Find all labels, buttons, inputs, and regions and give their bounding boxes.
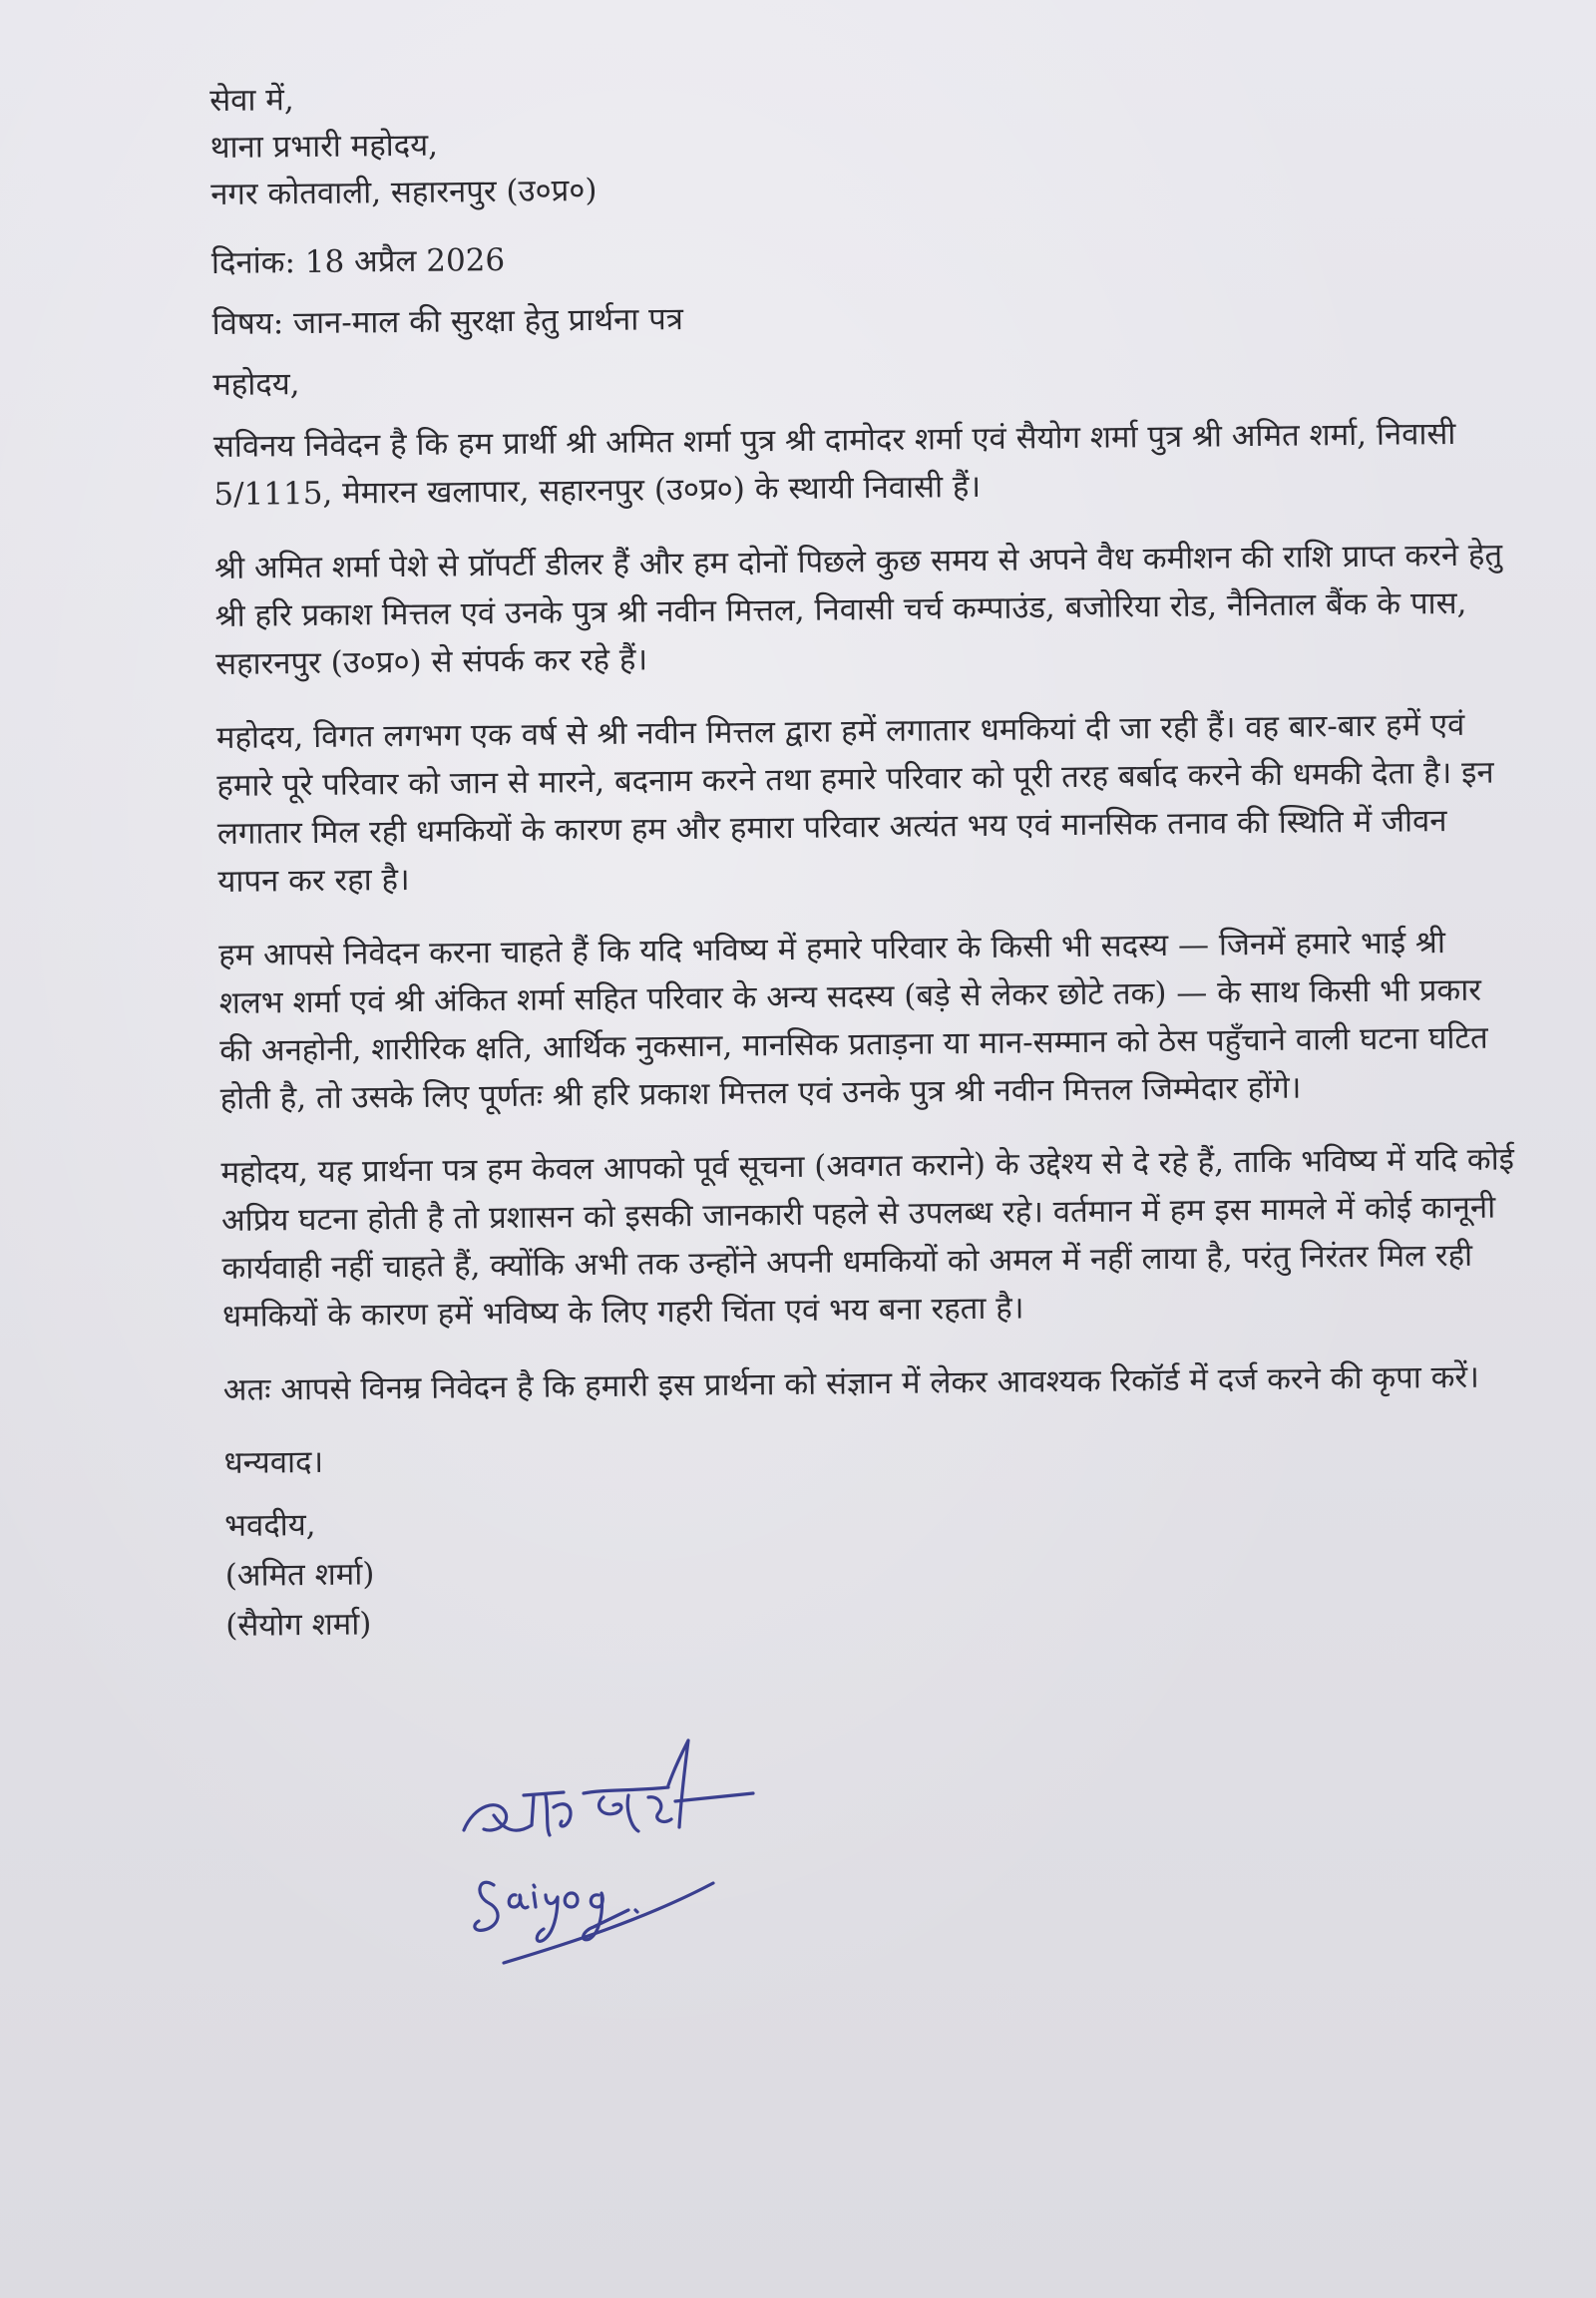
- letter-body: [209, 64, 1562, 1651]
- address-block: [209, 64, 1547, 218]
- closing-signer-2: (सैयोग शर्मा): [225, 1606, 372, 1644]
- paragraph-5: महोदय, यह प्रार्थना पत्र हम केवल आपको पूर्व सूचना (अवगत कराने) के उद्देश्य से दे रहे हैं, ताकि भविष्य में यदि कोई अप्रिय घटना होती है तो प्रशासन को इसकी जानकारी पहले से उपलब्ध रहे। वर्तमान में हम इस मामले में कोई कानूनी कार्यवाही नहीं चाहते हैं, क्योंकि अभी तक उन्होंने अपनी धमकियों को अमल में नहीं लाया है, परंतु निरंतर मिल रही धमकियों के कारण हमें भविष्य के लिए गहरी चिंता एवं भय बना रहता है।: [220, 1141, 1515, 1335]
- closing-block: [224, 1487, 1562, 1651]
- paragraph-4: हम आपसे निवेदन करना चाहते हैं कि यदि भविष्य में हमारे परिवार के किसी भी सदस्य — जिनमें हमारे भाई श्री शलभ शर्मा एवं श्री अंकित शर्मा सहित परिवार के अन्य सदस्य (बड़े से लेकर छोटे तक) — के साथ किसी भी प्रकार की अनहोनी, शारीरिक क्षति, आर्थिक नुकसान, मानसिक प्रताड़ना या मान-सम्मान को ठेस पहुँचाने वाली घटना घटित होती है, तो उसके लिए पूर्णतः श्री हरि प्रकाश मित्तल एवं उनके पुत्र श्री नवीन मित्तल जिम्मेदार होंगे।: [218, 925, 1488, 1117]
- thanks-line: धन्यवाद।: [223, 1443, 324, 1481]
- letter-subject: विषय: जान-माल की सुरक्षा हेतु प्रार्थना पत्र: [211, 301, 684, 342]
- salutation: महोदय,: [212, 366, 300, 403]
- address-to: सेवा में,: [209, 82, 294, 119]
- signature-saiyog: [475, 1882, 713, 1963]
- closing-signer-1: (अमित शर्मा): [224, 1556, 375, 1594]
- signature-area: [454, 1735, 773, 2015]
- paragraph-3: महोदय, विगत लगभग एक वर्ष से श्री नवीन मित्तल द्वारा हमें लगातार धमकियां दी जा रही हैं। वह बार-बार हमें एवं हमारे पूरे परिवार को जान से मारने, बदनाम करने तथा हमारे परिवार को पूरी तरह बर्बाद करने की धमकी देता है। इन लगातार मिल रही धमकियों के कारण हम और हमारा परिवार अत्यंत भय एवं मानसिक तनाव की स्थिति में जीवन यापन कर रहा है।: [215, 706, 1494, 900]
- paragraph-1: सविनय निवेदन है कि हम प्रार्थी श्री अमित शर्मा पुत्र श्री दामोदर शर्मा एवं सैयोग शर्मा पुत्र श्री अमित शर्मा, निवासी 5/1115, मेमारन खलापार, सहारनपुर (उ०प्र०) के स्थायी निवासी हैं।: [212, 415, 1456, 513]
- address-station: नगर कोतवाली, सहारनपुर (उ०प्र०): [210, 172, 598, 212]
- address-recipient: थाना प्रभारी महोदय,: [209, 127, 439, 166]
- closing-yours: भवदीय,: [224, 1506, 316, 1544]
- handwritten-signatures: [454, 1735, 773, 2015]
- paragraph-6: अतः आपसे विनम्र निवेदन है कि हमारी इस प्रार्थना को संज्ञान में लेकर आवश्यक रिकॉर्ड में दर्ज करने की कृपा करें।: [222, 1358, 1480, 1408]
- paragraph-2: श्री अमित शर्मा पेशे से प्रॉपर्टी डीलर हैं और हम दोनों पिछले कुछ समय से अपने वैध कमीशन की राशि प्राप्त करने हेतु श्री हरि प्रकाश मित्तल एवं उनके पुत्र श्री नवीन मित्तल, निवासी चर्च कम्पाउंड, बजोरिया रोड, नैनिताल बैंक के पास, सहारनपुर (उ०प्र०) से संपर्क कर रहे हैं।: [213, 537, 1503, 682]
- letter-date: दिनांक: 18 अप्रैल 2026: [210, 241, 506, 281]
- signature-amit: [464, 1740, 753, 1835]
